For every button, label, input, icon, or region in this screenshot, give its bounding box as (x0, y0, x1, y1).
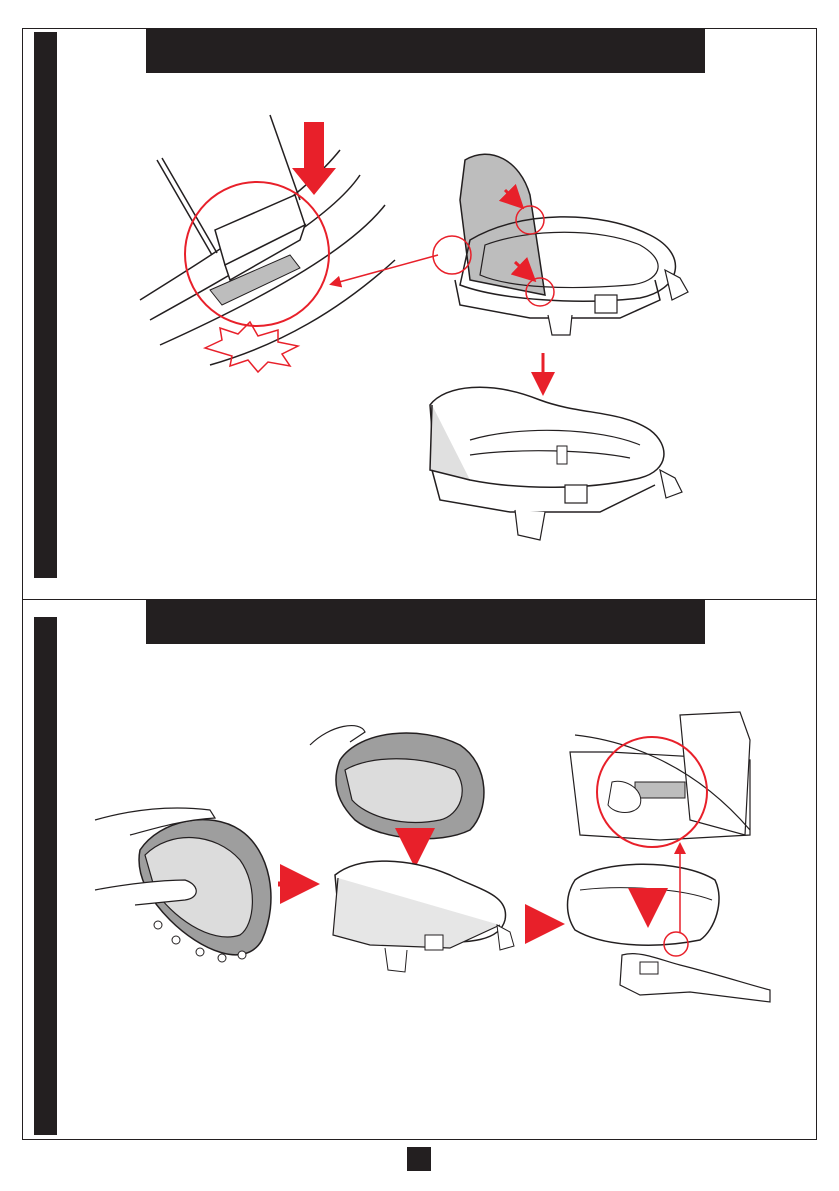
seat-cover-over-frame-icon (310, 726, 514, 972)
hands-holding-seat-cover-icon (95, 808, 271, 962)
clip-engagement-closeup-icon (140, 115, 395, 372)
seat-frame-assembled-icon (430, 387, 682, 540)
page-number (407, 1147, 431, 1171)
seat-frame-with-backrest-icon (433, 154, 688, 335)
cover-fastened-closeup-icon (568, 712, 771, 1002)
